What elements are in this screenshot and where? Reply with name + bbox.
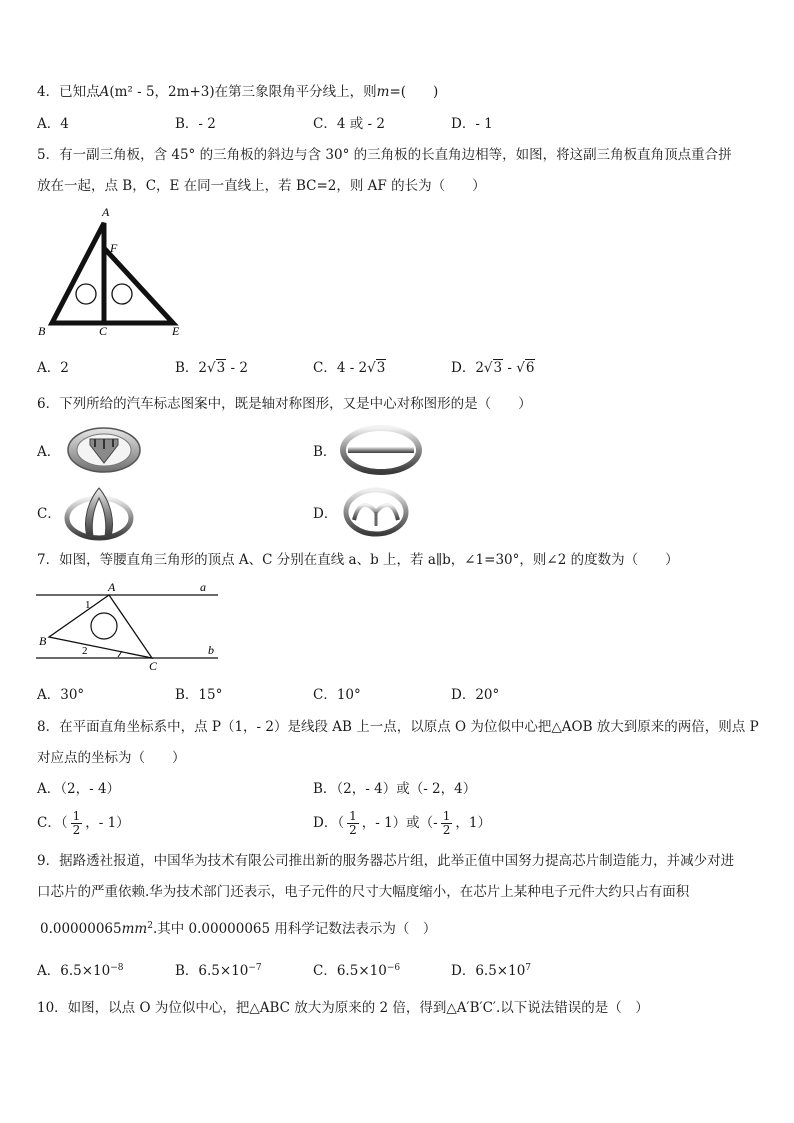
fraction [71,810,83,837]
q9-option-c-exponent: −6 [386,963,401,973]
q4-stem-part: 4．已知点 [37,84,100,100]
q9-area-value: 0.00000065 [40,921,122,937]
q7-label-angle-2: 2 [82,645,88,657]
q5-option-b-radicand: 3 [216,360,226,376]
q9-option-b-label: B． [175,963,199,979]
fraction-numerator: 1 [442,809,451,823]
q7-label-c-point: C [149,659,158,673]
q9-option-b[interactable] [175,962,262,980]
fraction-denominator: 2 [72,823,81,837]
fraction-denominator: 2 [442,823,451,837]
q8-option-c-text: C．（ [37,815,68,831]
q7-triangle [49,595,152,658]
fraction-denominator: 2 [349,823,357,837]
q7-stem: 7．如图，等腰直角三角形的顶点 A、C 分别在直线 a、b 上，若 a∥b，∠1=30°，则∠2 的度数为（ ） [37,552,679,568]
fraction [347,810,359,837]
q8-option-b[interactable]: B．（2，- 4）或（- 2，4） [313,781,477,797]
q9-option-d[interactable] [451,962,531,980]
q5-label-b: B [38,324,46,338]
q4-stem [37,83,438,101]
q6-option-d[interactable]: D． [313,506,338,522]
q9-option-d-label: D． [451,963,476,979]
q9-option-b-mantissa: 6.5×10 [198,963,249,979]
hongqi-logo-icon [340,425,422,475]
q5-triangle-30 [52,223,104,323]
q9-option-a[interactable] [37,962,124,980]
q4-option-d[interactable]: D．- 1 [451,116,493,132]
q8-option-c[interactable] [37,810,130,837]
q4-point-label: A [99,84,110,100]
q5-stem-line2: 放在一起，点 B，C，E 在同一直线上，若 BC=2，则 AF 的长为（ ） [37,178,486,194]
q5-option-d[interactable] [451,359,535,377]
q5-option-b[interactable] [175,359,248,377]
q9-option-c[interactable] [313,962,400,980]
sqrt-icon: √3 [483,360,503,376]
q9-option-b-exponent: −7 [248,963,262,973]
q5-label-a: A [102,205,110,219]
q9-option-c-mantissa: 6.5×10 [336,963,387,979]
q8-option-d[interactable] [313,810,491,837]
q5-option-b-suffix: - 2 [226,360,248,376]
q5-hole-right [112,284,132,304]
q9-option-a-exponent: −8 [110,963,124,973]
q7-parallel-lines-figure [30,578,225,674]
q4-stem-part: (m² - 5，2m+3)在第三象限角平分线上，则 [109,84,377,100]
q9-option-a-label: A． [37,963,61,979]
q9-stem-line1: 9．据路透社报道，中国华为技术有限公司推出新的服务器芯片组，此举正值中国努力提高芯片制造能力，并减少对进 [37,853,735,869]
q6-option-b[interactable]: B． [313,444,337,460]
q4-option-b[interactable]: B．- 2 [175,116,216,132]
q5-option-c-text: C．4 - 2 [313,360,368,376]
q7-label-angle-1: 1 [85,599,91,611]
fraction [441,810,453,837]
q5-option-d-radicand1: 3 [493,360,503,376]
q9-option-a-mantissa: 6.5×10 [60,963,111,979]
great-wall-logo-icon [65,425,143,475]
q7-label-line-a: a [200,580,206,594]
q5-hole-left [76,284,96,304]
q7-label-line-b: b [208,643,214,657]
q5-label-f: F [110,241,118,255]
q9-option-d-mantissa: 6.5×10 [475,963,526,979]
q4-var-m: m [376,84,390,100]
q6-option-c[interactable]: C． [37,506,61,522]
q5-option-c-radicand: 3 [376,360,386,376]
mazda-logo-icon [342,486,410,538]
q8-option-d-mid: ，- 1）或（- [361,815,438,831]
sqrt-icon: √3 [367,360,386,376]
fraction-numerator: 1 [72,809,81,823]
q5-triangle-45 [104,248,173,323]
sqrt-icon: √3 [207,360,226,376]
q7-option-c[interactable]: C．10° [313,687,361,703]
q9-area-unit: mm [121,921,148,937]
q7-label-a-point: A [108,580,116,594]
q5-triangle-figure [30,200,200,342]
fraction-numerator: 1 [349,809,357,823]
q7-label-b-point: B [39,634,47,648]
q5-option-d-text: D．2 [451,360,484,376]
q8-option-d-text: D．（ [313,815,345,831]
q8-stem-line1: 8．在平面直角坐标系中，点 P（1，- 2）是线段 AB 上一点，以原点 O 为位似中心把△AOB 放大到原来的两倍，则点 P [37,719,759,735]
q5-label-e: E [172,324,180,338]
q7-option-a[interactable]: A．30° [37,687,85,703]
q4-stem-part: =( ) [389,84,439,100]
changan-logo-icon [63,484,135,542]
q6-option-a[interactable]: A． [37,444,61,460]
q9-stem-line2: 口芯片的严重依赖.华为技术部门还表示，电子元件的尺寸大幅度缩小，在芯片上某种电子元件大约只占有面积 [37,884,690,900]
q8-option-a[interactable]: A．（2，- 4） [37,781,121,797]
q7-option-b[interactable]: B．15° [175,687,223,703]
q7-hole [91,613,117,639]
q7-option-d[interactable]: D．20° [451,687,500,703]
q5-option-d-radicand2: 6 [525,360,535,376]
q8-option-d-suffix: ，1） [455,815,491,831]
q9-stem-line3 [40,920,436,938]
q8-option-c-suffix: ，- 1） [85,815,130,831]
q4-option-a[interactable]: A．4 [37,116,69,132]
q5-option-a[interactable]: A．2 [37,360,69,376]
q6-stem: 6．下列所给的汽车标志图案中，既是轴对称图形，又是中心对称图形的是（ ） [37,396,532,412]
q9-option-c-label: C． [313,963,337,979]
q4-option-c[interactable]: C．4 或 - 2 [313,116,385,132]
q5-stem-line1: 5．有一副三角板，含 45° 的三角板的斜边与含 30° 的三角板的长直角边相等，如图，将这副三角板直角顶点重合拼 [37,147,732,163]
q5-option-c[interactable] [313,359,386,377]
q5-label-c: C [99,324,108,338]
q10-stem: 10．如图，以点 O 为位似中心，把△ABC 放大为原来的 2 倍，得到△A′B′C′.以下说法错误的是（ ） [37,1000,649,1016]
sqrt-icon: √6 [516,360,535,376]
q8-stem-line2: 对应点的坐标为（ ） [37,750,186,766]
q9-option-d-exponent: 7 [525,963,532,973]
q9-area-exponent: 2 [147,921,153,931]
q5-option-b-text: B．2 [175,360,208,376]
q9-stem-rest: .其中 0.00000065 用科学记数法表示为（ ） [152,921,437,937]
q5-option-d-mid: - [503,360,517,376]
